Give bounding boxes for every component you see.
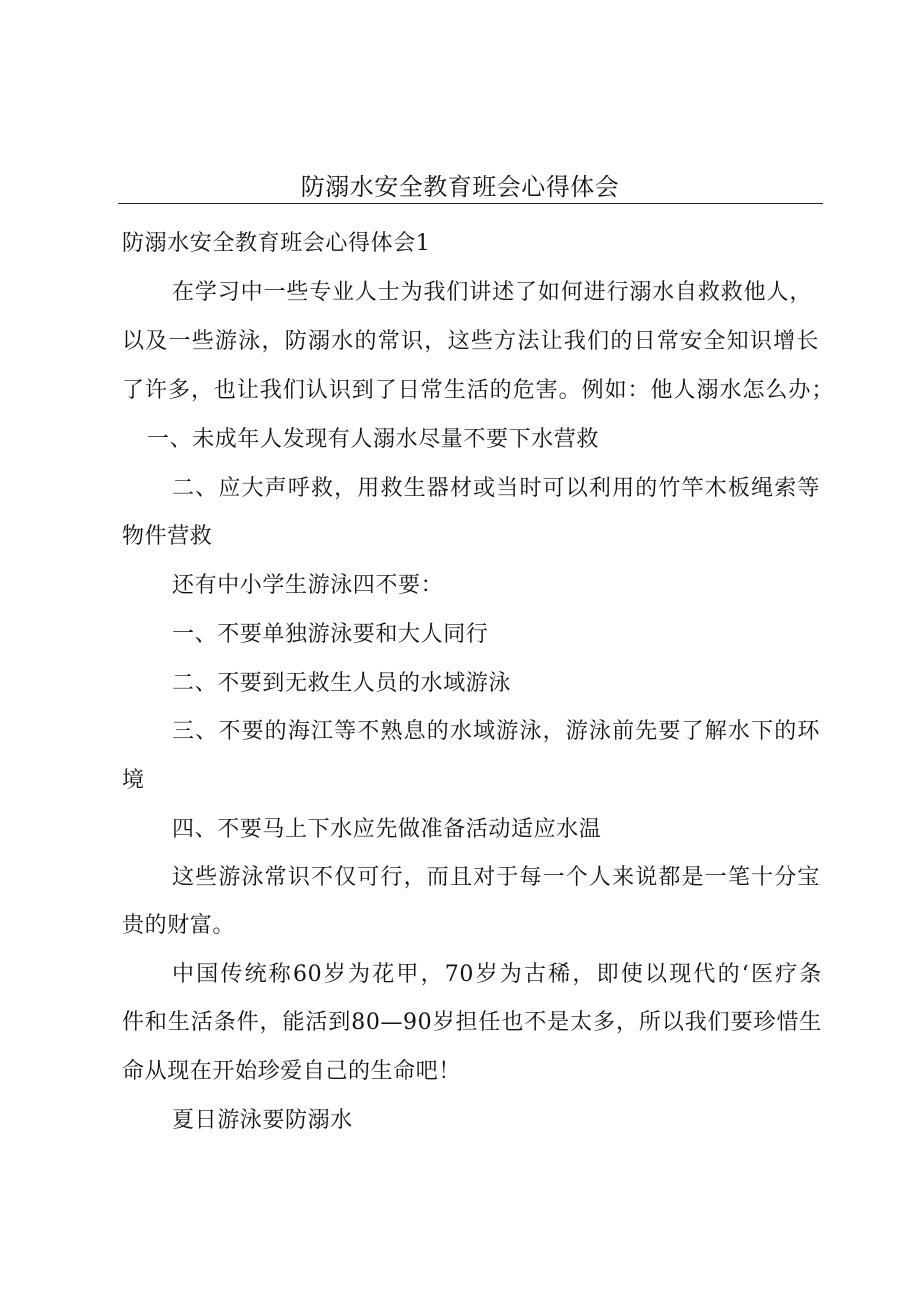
list-item: 三、不要的海江等不熟息的水域游泳，游泳前先要了解水下的环: [172, 719, 820, 744]
paragraph-line: 件和生活条件，能活到80—90岁担任也不是太多，所以我们要珍惜生: [122, 1010, 822, 1035]
section-heading: 防溺水安全教育班会心得体会1: [122, 231, 431, 256]
paragraph-line: 这些游泳常识不仅可行，而且对于每一个人来说都是一笔十分宝: [172, 865, 820, 890]
list-heading: 还有中小学生游泳四不要：: [172, 573, 444, 598]
paragraph-line: 了许多，也让我们认识到了日常生活的危害。例如：他人溺水怎么办；: [122, 378, 834, 403]
section-heading: 夏日游泳要防溺水: [172, 1108, 353, 1133]
list-item: 一、不要单独游泳要和大人同行: [172, 622, 489, 647]
paragraph-line: 贵的财富。: [122, 913, 236, 938]
paragraph-line: 命从现在开始珍爱自己的生命吧！: [122, 1059, 462, 1084]
list-item: 一、未成年人发现有人溺水尽量不要下水营救: [147, 427, 600, 452]
paragraph-line: 物件营救: [122, 524, 213, 549]
paragraph-line: 以及一些游泳，防溺水的常识，这些方法让我们的日常安全知识增长: [122, 329, 819, 354]
paragraph-line: 中国传统称60岁为花甲，70岁为古稀，即使以现代的‘医疗条: [172, 962, 822, 987]
list-item: 四、不要马上下水应先做准备活动适应水温: [172, 817, 602, 842]
list-item: 二、应大声呼救，用救生器材或当时可以利用的竹竿木板绳索等: [172, 476, 820, 501]
paragraph-line: 在学习中一些专业人士为我们讲述了如何进行溺水自救救他人，: [172, 280, 812, 305]
page-title: 防溺水安全教育班会心得体会: [300, 173, 620, 201]
list-item: 二、不要到无救生人员的水域游泳: [172, 671, 512, 696]
paragraph-line: 境: [122, 768, 145, 793]
title-underline: [118, 203, 823, 204]
